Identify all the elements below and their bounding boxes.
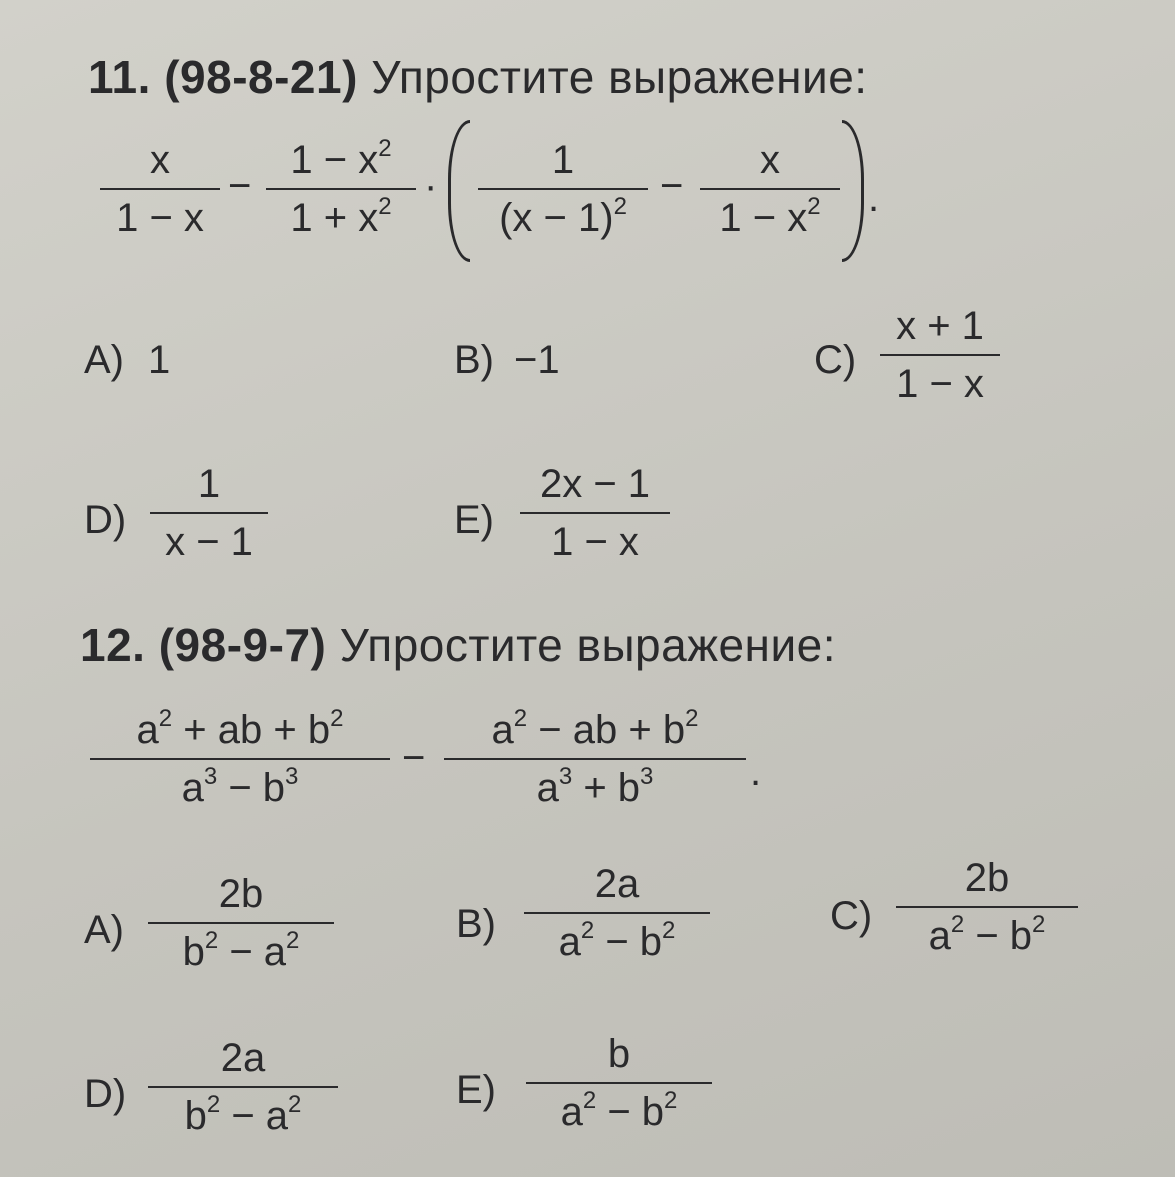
p12-option-b-label: B): [456, 902, 496, 946]
p11-dot: ·: [424, 164, 438, 208]
p12-option-a-fraction: 2b $b^2 - a^2$: [148, 874, 334, 972]
p11-term-4: x $1 - x^2$: [700, 140, 840, 238]
p11-term-1: x 1 − x: [100, 140, 220, 238]
p11-minus-1: −: [228, 164, 252, 208]
p11-minus-2: −: [660, 164, 684, 208]
problem-12-code: (98-9-7): [158, 619, 327, 671]
p11-option-d-label: D): [84, 498, 127, 542]
p11-left-paren: [448, 120, 470, 262]
p11-option-b-label: B): [454, 338, 494, 382]
problem-11-code: (98-8-21): [164, 51, 358, 103]
p11-option-c-fraction: x + 1 1 − x: [880, 306, 1000, 404]
p11-option-d-fraction: 1 x − 1: [150, 464, 268, 562]
p11-option-c-label: C): [814, 338, 857, 382]
p12-end-period: .: [750, 750, 762, 794]
p12-term-1: $a^2$ + ab + $b^2$ $a^3 - b^3$: [90, 710, 390, 808]
p12-option-e-label: E): [456, 1068, 496, 1112]
p11-term-3: 1 $(x - 1)^2$: [478, 140, 648, 238]
problem-12-heading: [80, 618, 836, 672]
problem-11-heading: [88, 50, 868, 104]
p12-option-c-label: C): [830, 894, 873, 938]
p12-option-c-fraction: 2b $a^2 - b^2$: [896, 858, 1078, 956]
p12-option-d-fraction: 2a $b^2 - a^2$: [148, 1038, 338, 1136]
p11-right-paren: [842, 120, 864, 262]
p12-option-e-fraction: b $a^2 - b^2$: [526, 1034, 712, 1132]
p12-option-a-label: A): [84, 908, 124, 952]
p11-term-2: $1 - x^2$ $1 + x^2$: [266, 140, 416, 238]
p11-option-e-label: E): [454, 498, 494, 542]
problem-11-command: Упростите выражение:: [371, 51, 868, 103]
problem-11-number: 11.: [88, 51, 151, 103]
p11-option-b-value: −1: [514, 338, 560, 382]
problem-12-number: 12.: [80, 619, 146, 671]
p11-end-period: .: [868, 176, 880, 220]
p12-minus: −: [402, 736, 426, 780]
p12-option-b-fraction: 2a $a^2 - b^2$: [524, 864, 710, 962]
p11-option-a-label: A): [84, 338, 124, 382]
problem-12-command: Упростите выражение:: [339, 619, 837, 671]
p11-option-e-fraction: 2x − 1 1 − x: [520, 464, 670, 562]
p12-term-2: $a^2$ − ab + $b^2$ $a^3 + b^3$: [444, 710, 746, 808]
p12-option-d-label: D): [84, 1072, 127, 1116]
p11-option-a-value: 1: [148, 338, 171, 382]
